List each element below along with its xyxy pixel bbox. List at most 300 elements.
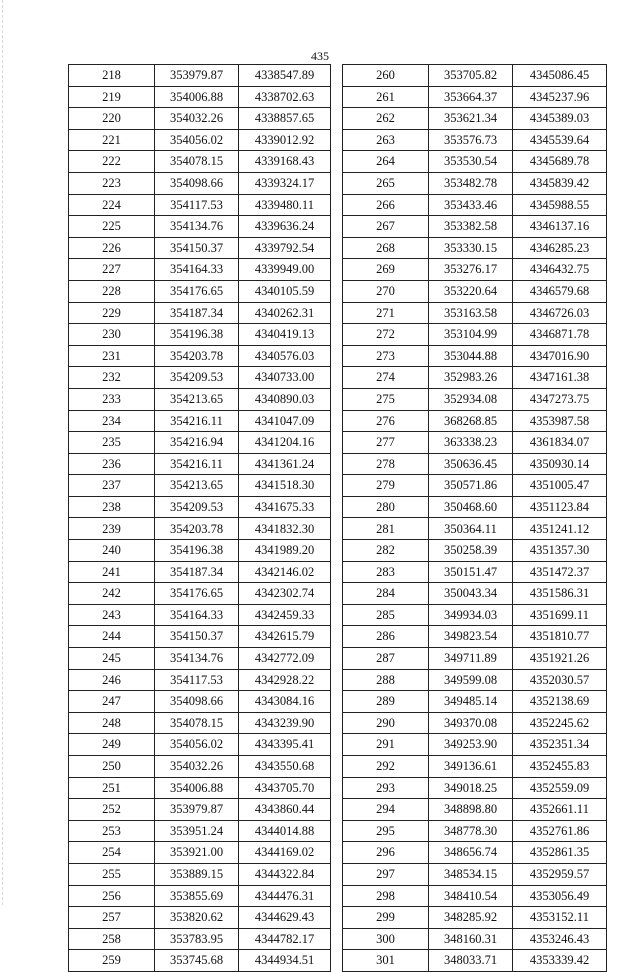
table-row: [343, 496, 607, 518]
y-coordinate-cell: 4347016.90: [513, 345, 607, 367]
point-number-cell: 257: [69, 907, 155, 929]
y-coordinate-cell: 4338702.63: [239, 86, 331, 108]
y-coordinate-cell: 4339324.17: [239, 172, 331, 194]
table-row: [343, 65, 607, 87]
x-coordinate-cell: 354209.53: [155, 496, 239, 518]
y-coordinate-cell: 4340419.13: [239, 324, 331, 346]
point-number-cell: 228: [69, 280, 155, 302]
x-coordinate-cell: 368268.85: [429, 410, 513, 432]
y-coordinate-cell: 4344629.43: [239, 907, 331, 929]
point-number-cell: 221: [69, 129, 155, 151]
table-row: [69, 561, 331, 583]
x-coordinate-cell: 354098.66: [155, 691, 239, 713]
x-coordinate-cell: 353576.73: [429, 129, 513, 151]
point-number-cell: 231: [69, 345, 155, 367]
y-coordinate-cell: 4344322.84: [239, 863, 331, 885]
table-row: [343, 863, 607, 885]
point-number-cell: 229: [69, 302, 155, 324]
y-coordinate-cell: 4343550.68: [239, 756, 331, 778]
point-number-cell: 262: [343, 108, 429, 130]
point-number-cell: 247: [69, 691, 155, 713]
table-row: [69, 518, 331, 540]
point-number-cell: 227: [69, 259, 155, 281]
table-row: [343, 432, 607, 454]
table-row: [343, 86, 607, 108]
point-number-cell: 297: [343, 863, 429, 885]
x-coordinate-cell: 354187.34: [155, 561, 239, 583]
x-coordinate-cell: 350571.86: [429, 475, 513, 497]
point-number-cell: 238: [69, 496, 155, 518]
point-number-cell: 286: [343, 626, 429, 648]
y-coordinate-cell: 4353152.11: [513, 907, 607, 929]
table-row: [343, 604, 607, 626]
point-number-cell: 236: [69, 453, 155, 475]
point-number-cell: 267: [343, 216, 429, 238]
y-coordinate-cell: 4340890.03: [239, 388, 331, 410]
point-number-cell: 230: [69, 324, 155, 346]
table-row: [343, 540, 607, 562]
page-number: 435: [311, 49, 329, 63]
x-coordinate-cell: 353433.46: [429, 194, 513, 216]
point-number-cell: 254: [69, 842, 155, 864]
y-coordinate-cell: 4346579.68: [513, 280, 607, 302]
point-number-cell: 284: [343, 583, 429, 605]
x-coordinate-cell: 352983.26: [429, 367, 513, 389]
point-number-cell: 282: [343, 540, 429, 562]
y-coordinate-cell: 4344169.02: [239, 842, 331, 864]
point-number-cell: 260: [343, 65, 429, 87]
table-row: [343, 907, 607, 929]
table-row: [69, 626, 331, 648]
y-coordinate-cell: 4352138.69: [513, 691, 607, 713]
point-number-cell: 242: [69, 583, 155, 605]
point-number-cell: 287: [343, 648, 429, 670]
y-coordinate-cell: 4352761.86: [513, 820, 607, 842]
point-number-cell: 273: [343, 345, 429, 367]
table-row: [69, 928, 331, 950]
x-coordinate-cell: 354196.38: [155, 324, 239, 346]
table-row: [343, 950, 607, 972]
table-row: [343, 302, 607, 324]
table-row: [69, 280, 331, 302]
y-coordinate-cell: 4344782.17: [239, 928, 331, 950]
x-coordinate-cell: 353044.88: [429, 345, 513, 367]
table-row: [343, 928, 607, 950]
x-coordinate-cell: 349823.54: [429, 626, 513, 648]
x-coordinate-cell: 350043.34: [429, 583, 513, 605]
table-row: [69, 151, 331, 173]
point-number-cell: 220: [69, 108, 155, 130]
y-coordinate-cell: 4350930.14: [513, 453, 607, 475]
coordinate-table-left: [68, 64, 331, 972]
point-number-cell: 222: [69, 151, 155, 173]
y-coordinate-cell: 4351699.11: [513, 604, 607, 626]
point-number-cell: 295: [343, 820, 429, 842]
y-coordinate-cell: 4345539.64: [513, 129, 607, 151]
point-number-cell: 263: [343, 129, 429, 151]
y-coordinate-cell: 4352351.34: [513, 734, 607, 756]
table-row: [343, 799, 607, 821]
x-coordinate-cell: 353330.15: [429, 237, 513, 259]
y-coordinate-cell: 4351472.37: [513, 561, 607, 583]
y-coordinate-cell: 4341204.16: [239, 432, 331, 454]
y-coordinate-cell: 4344014.88: [239, 820, 331, 842]
point-number-cell: 249: [69, 734, 155, 756]
point-number-cell: 239: [69, 518, 155, 540]
y-coordinate-cell: 4339480.11: [239, 194, 331, 216]
table-row: [343, 280, 607, 302]
table-row: [69, 734, 331, 756]
table-row: [69, 216, 331, 238]
y-coordinate-cell: 4345689.78: [513, 151, 607, 173]
table-row: [343, 583, 607, 605]
x-coordinate-cell: 354150.37: [155, 237, 239, 259]
y-coordinate-cell: 4346285.23: [513, 237, 607, 259]
x-coordinate-cell: 348656.74: [429, 842, 513, 864]
x-coordinate-cell: 354213.65: [155, 475, 239, 497]
point-number-cell: 223: [69, 172, 155, 194]
y-coordinate-cell: 4342302.74: [239, 583, 331, 605]
x-coordinate-cell: 354134.76: [155, 648, 239, 670]
point-number-cell: 285: [343, 604, 429, 626]
x-coordinate-cell: 354209.53: [155, 367, 239, 389]
y-coordinate-cell: 4351123.84: [513, 496, 607, 518]
x-coordinate-cell: 353951.24: [155, 820, 239, 842]
table-row: [69, 863, 331, 885]
x-coordinate-cell: 353889.15: [155, 863, 239, 885]
point-number-cell: 275: [343, 388, 429, 410]
x-coordinate-cell: 354006.88: [155, 777, 239, 799]
point-number-cell: 269: [343, 259, 429, 281]
y-coordinate-cell: 4353339.42: [513, 950, 607, 972]
table-row: [69, 604, 331, 626]
table-row: [343, 367, 607, 389]
x-coordinate-cell: 353820.62: [155, 907, 239, 929]
x-coordinate-cell: 354078.15: [155, 151, 239, 173]
x-coordinate-cell: 353979.87: [155, 799, 239, 821]
point-number-cell: 268: [343, 237, 429, 259]
x-coordinate-cell: 353220.64: [429, 280, 513, 302]
table-row: [343, 885, 607, 907]
table-row: [69, 259, 331, 281]
y-coordinate-cell: 4340105.59: [239, 280, 331, 302]
x-coordinate-cell: 354176.65: [155, 280, 239, 302]
y-coordinate-cell: 4352245.62: [513, 712, 607, 734]
x-coordinate-cell: 354216.94: [155, 432, 239, 454]
y-coordinate-cell: 4339949.00: [239, 259, 331, 281]
y-coordinate-cell: 4352455.83: [513, 756, 607, 778]
point-number-cell: 255: [69, 863, 155, 885]
y-coordinate-cell: 4339168.43: [239, 151, 331, 173]
x-coordinate-cell: 354150.37: [155, 626, 239, 648]
table-row: [69, 172, 331, 194]
point-number-cell: 251: [69, 777, 155, 799]
point-number-cell: 265: [343, 172, 429, 194]
table-row: [343, 410, 607, 432]
x-coordinate-cell: 354164.33: [155, 604, 239, 626]
point-number-cell: 248: [69, 712, 155, 734]
x-coordinate-cell: 348778.30: [429, 820, 513, 842]
point-number-cell: 244: [69, 626, 155, 648]
point-number-cell: 300: [343, 928, 429, 950]
table-row: [69, 496, 331, 518]
x-coordinate-cell: 350364.11: [429, 518, 513, 540]
y-coordinate-cell: 4340576.03: [239, 345, 331, 367]
table-row: [69, 648, 331, 670]
x-coordinate-cell: 349018.25: [429, 777, 513, 799]
point-number-cell: 288: [343, 669, 429, 691]
x-coordinate-cell: 349485.14: [429, 691, 513, 713]
y-coordinate-cell: 4351810.77: [513, 626, 607, 648]
x-coordinate-cell: 354216.11: [155, 453, 239, 475]
point-number-cell: 301: [343, 950, 429, 972]
y-coordinate-cell: 4343705.70: [239, 777, 331, 799]
x-coordinate-cell: 350151.47: [429, 561, 513, 583]
y-coordinate-cell: 4346432.75: [513, 259, 607, 281]
table-row: [69, 842, 331, 864]
x-coordinate-cell: 348410.54: [429, 885, 513, 907]
point-number-cell: 245: [69, 648, 155, 670]
table-row: [343, 626, 607, 648]
y-coordinate-cell: 4343860.44: [239, 799, 331, 821]
point-number-cell: 296: [343, 842, 429, 864]
table-row: [69, 410, 331, 432]
point-number-cell: 218: [69, 65, 155, 87]
x-coordinate-cell: 354213.65: [155, 388, 239, 410]
point-number-cell: 299: [343, 907, 429, 929]
x-coordinate-cell: 353621.34: [429, 108, 513, 130]
point-number-cell: 264: [343, 151, 429, 173]
point-number-cell: 253: [69, 820, 155, 842]
x-coordinate-cell: 353482.78: [429, 172, 513, 194]
y-coordinate-cell: 4340262.31: [239, 302, 331, 324]
x-coordinate-cell: 353783.95: [155, 928, 239, 950]
table-row: [69, 799, 331, 821]
point-number-cell: 235: [69, 432, 155, 454]
y-coordinate-cell: 4346726.03: [513, 302, 607, 324]
point-number-cell: 278: [343, 453, 429, 475]
table-row: [69, 820, 331, 842]
y-coordinate-cell: 4340733.00: [239, 367, 331, 389]
table-row: [69, 194, 331, 216]
y-coordinate-cell: 4345389.03: [513, 108, 607, 130]
y-coordinate-cell: 4342615.79: [239, 626, 331, 648]
y-coordinate-cell: 4343395.41: [239, 734, 331, 756]
table-row: [69, 777, 331, 799]
table-row: [343, 108, 607, 130]
x-coordinate-cell: 348534.15: [429, 863, 513, 885]
x-coordinate-cell: 353855.69: [155, 885, 239, 907]
table-row: [343, 194, 607, 216]
point-number-cell: 246: [69, 669, 155, 691]
table-row: [343, 237, 607, 259]
x-coordinate-cell: 352934.08: [429, 388, 513, 410]
y-coordinate-cell: 4341675.33: [239, 496, 331, 518]
table-row: [343, 561, 607, 583]
table-row: [343, 345, 607, 367]
y-coordinate-cell: 4345086.45: [513, 65, 607, 87]
point-number-cell: 224: [69, 194, 155, 216]
y-coordinate-cell: 4353987.58: [513, 410, 607, 432]
x-coordinate-cell: 348898.80: [429, 799, 513, 821]
y-coordinate-cell: 4343239.90: [239, 712, 331, 734]
table-row: [343, 518, 607, 540]
table-row: [69, 583, 331, 605]
table-row: [343, 842, 607, 864]
x-coordinate-cell: 354134.76: [155, 216, 239, 238]
y-coordinate-cell: 4341047.09: [239, 410, 331, 432]
page-margin-guide: [2, 0, 4, 905]
table-row: [343, 324, 607, 346]
x-coordinate-cell: 353104.99: [429, 324, 513, 346]
table-row: [343, 648, 607, 670]
point-number-cell: 241: [69, 561, 155, 583]
y-coordinate-cell: 4342146.02: [239, 561, 331, 583]
table-row: [69, 345, 331, 367]
table-row: [69, 108, 331, 130]
x-coordinate-cell: 349599.08: [429, 669, 513, 691]
table-row: [69, 453, 331, 475]
y-coordinate-cell: 4339636.24: [239, 216, 331, 238]
point-number-cell: 280: [343, 496, 429, 518]
point-number-cell: 250: [69, 756, 155, 778]
x-coordinate-cell: 353705.82: [429, 65, 513, 87]
x-coordinate-cell: 354117.53: [155, 194, 239, 216]
y-coordinate-cell: 4345839.42: [513, 172, 607, 194]
table-row: [343, 453, 607, 475]
table-row: [343, 691, 607, 713]
table-row: [69, 950, 331, 972]
y-coordinate-cell: 4351586.31: [513, 583, 607, 605]
y-coordinate-cell: 4338547.89: [239, 65, 331, 87]
y-coordinate-cell: 4341989.20: [239, 540, 331, 562]
x-coordinate-cell: 354078.15: [155, 712, 239, 734]
table-row: [69, 302, 331, 324]
y-coordinate-cell: 4339792.54: [239, 237, 331, 259]
y-coordinate-cell: 4341361.24: [239, 453, 331, 475]
table-row: [343, 756, 607, 778]
table-row: [343, 151, 607, 173]
y-coordinate-cell: 4338857.65: [239, 108, 331, 130]
x-coordinate-cell: 349934.03: [429, 604, 513, 626]
table-row: [69, 669, 331, 691]
y-coordinate-cell: 4361834.07: [513, 432, 607, 454]
y-coordinate-cell: 4342928.22: [239, 669, 331, 691]
x-coordinate-cell: 354187.34: [155, 302, 239, 324]
point-number-cell: 276: [343, 410, 429, 432]
y-coordinate-cell: 4347273.75: [513, 388, 607, 410]
x-coordinate-cell: 353163.58: [429, 302, 513, 324]
table-row: [343, 172, 607, 194]
table-row: [343, 216, 607, 238]
x-coordinate-cell: 350468.60: [429, 496, 513, 518]
point-number-cell: 219: [69, 86, 155, 108]
point-number-cell: 233: [69, 388, 155, 410]
x-coordinate-cell: 350636.45: [429, 453, 513, 475]
x-coordinate-cell: 348033.71: [429, 950, 513, 972]
table-row: [343, 475, 607, 497]
point-number-cell: 281: [343, 518, 429, 540]
x-coordinate-cell: 349136.61: [429, 756, 513, 778]
coordinate-table-right: [342, 64, 607, 972]
point-number-cell: 258: [69, 928, 155, 950]
y-coordinate-cell: 4346871.78: [513, 324, 607, 346]
x-coordinate-cell: 354216.11: [155, 410, 239, 432]
point-number-cell: 271: [343, 302, 429, 324]
table-row: [343, 129, 607, 151]
table-row: [69, 324, 331, 346]
x-coordinate-cell: 354203.78: [155, 518, 239, 540]
y-coordinate-cell: 4339012.92: [239, 129, 331, 151]
table-row: [69, 756, 331, 778]
x-coordinate-cell: 354196.38: [155, 540, 239, 562]
point-number-cell: 237: [69, 475, 155, 497]
point-number-cell: 252: [69, 799, 155, 821]
x-coordinate-cell: 354203.78: [155, 345, 239, 367]
point-number-cell: 240: [69, 540, 155, 562]
x-coordinate-cell: 354176.65: [155, 583, 239, 605]
y-coordinate-cell: 4351357.30: [513, 540, 607, 562]
table-row: [343, 777, 607, 799]
x-coordinate-cell: 354032.26: [155, 108, 239, 130]
y-coordinate-cell: 4353056.49: [513, 885, 607, 907]
point-number-cell: 298: [343, 885, 429, 907]
x-coordinate-cell: 353921.00: [155, 842, 239, 864]
y-coordinate-cell: 4352861.35: [513, 842, 607, 864]
point-number-cell: 293: [343, 777, 429, 799]
table-row: [69, 712, 331, 734]
table-row: [69, 907, 331, 929]
y-coordinate-cell: 4353246.43: [513, 928, 607, 950]
x-coordinate-cell: 353745.68: [155, 950, 239, 972]
table-row: [69, 367, 331, 389]
point-number-cell: 283: [343, 561, 429, 583]
table-row: [343, 712, 607, 734]
point-number-cell: 292: [343, 756, 429, 778]
point-number-cell: 234: [69, 410, 155, 432]
x-coordinate-cell: 354056.02: [155, 734, 239, 756]
point-number-cell: 291: [343, 734, 429, 756]
y-coordinate-cell: 4352661.11: [513, 799, 607, 821]
y-coordinate-cell: 4352959.57: [513, 863, 607, 885]
table-row: [69, 237, 331, 259]
x-coordinate-cell: 354006.88: [155, 86, 239, 108]
x-coordinate-cell: 354117.53: [155, 669, 239, 691]
point-number-cell: 272: [343, 324, 429, 346]
x-coordinate-cell: 353276.17: [429, 259, 513, 281]
x-coordinate-cell: 353979.87: [155, 65, 239, 87]
x-coordinate-cell: 350258.39: [429, 540, 513, 562]
point-number-cell: 259: [69, 950, 155, 972]
point-number-cell: 289: [343, 691, 429, 713]
point-number-cell: 226: [69, 237, 155, 259]
table-row: [69, 540, 331, 562]
x-coordinate-cell: 348160.31: [429, 928, 513, 950]
y-coordinate-cell: 4351241.12: [513, 518, 607, 540]
x-coordinate-cell: 363338.23: [429, 432, 513, 454]
x-coordinate-cell: 349711.89: [429, 648, 513, 670]
point-number-cell: 294: [343, 799, 429, 821]
y-coordinate-cell: 4341832.30: [239, 518, 331, 540]
table-row: [343, 734, 607, 756]
table-row: [69, 432, 331, 454]
x-coordinate-cell: 354032.26: [155, 756, 239, 778]
point-number-cell: 274: [343, 367, 429, 389]
y-coordinate-cell: 4345988.55: [513, 194, 607, 216]
table-row: [343, 259, 607, 281]
table-row: [69, 475, 331, 497]
y-coordinate-cell: 4347161.38: [513, 367, 607, 389]
